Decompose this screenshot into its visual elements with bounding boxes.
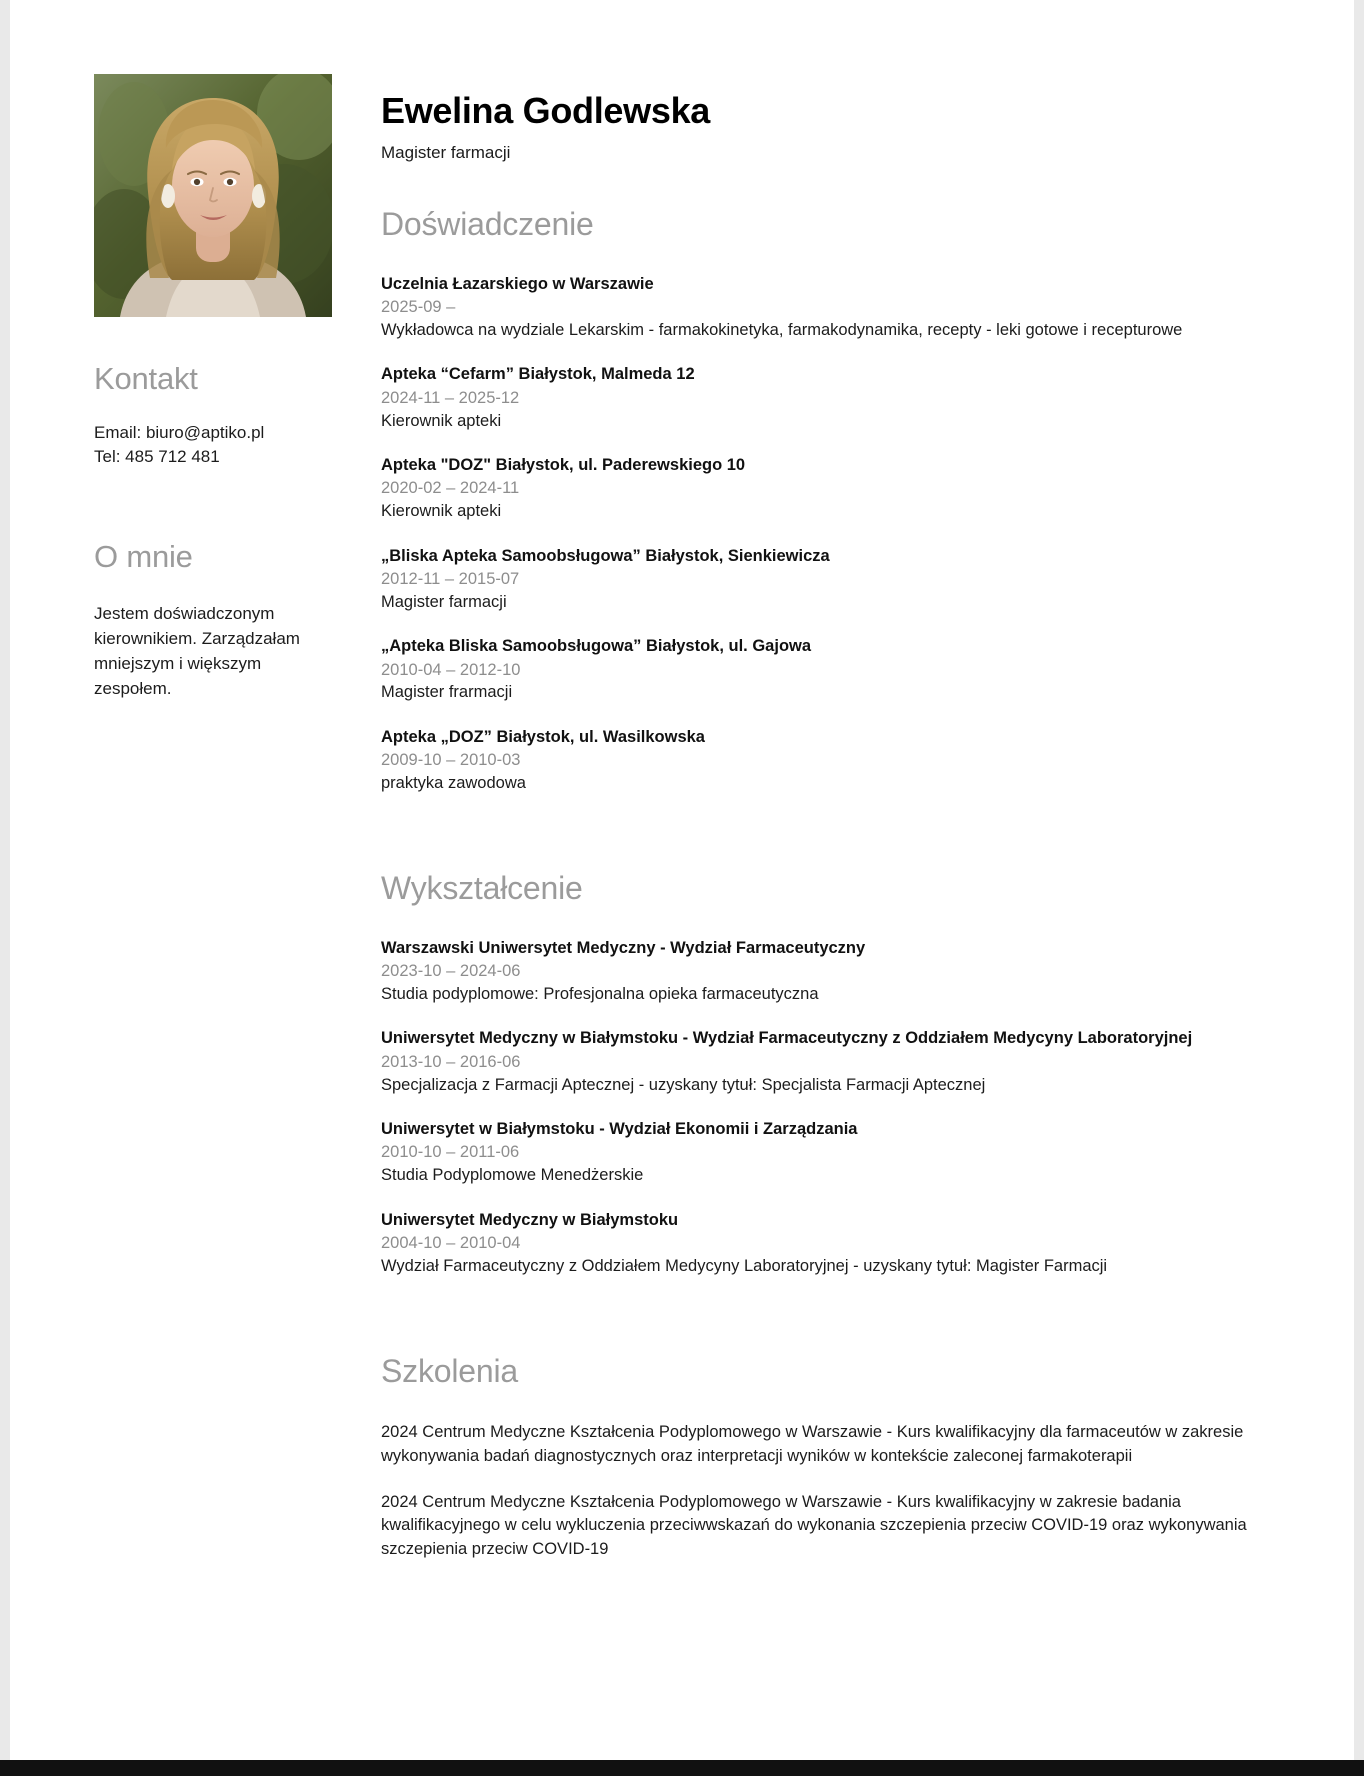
sidebar [0,74,305,1584]
entry-description: Kierownik apteki [381,502,502,521]
entry-dates: 2023-10 – 2024-06 [381,962,521,981]
entry-description: Specjalizacja z Farmacji Aptecznej - uzyskany tytuł: Specjalista Farmacji Aptecznej [381,1075,986,1094]
cv-entry [381,1209,1254,1279]
main-content [305,74,1364,1584]
entry-organization: Apteka "DOZ" Białystok, ul. Paderewskiego 10 [381,456,746,475]
entry-organization: „Bliska Apteka Samoobsługowa” Białystok, Sienkiewicza [381,546,830,565]
contact-phone[interactable]: Tel: 485 712 481 [94,447,220,467]
contact-heading: Kontakt [94,361,198,396]
cv-entry [381,545,1254,615]
experience-list [381,273,1254,796]
entry-organization: Warszawski Uniwersytet Medyczny - Wydział Farmaceutyczny [381,938,866,957]
cv-entry [381,454,1254,524]
entry-organization: Uniwersytet Medyczny w Białymstoku [381,1210,679,1229]
cv-entry [381,1027,1254,1097]
entry-dates: 2025-09 – [381,298,456,317]
cv-entry [381,1118,1254,1188]
contact-details [94,421,305,469]
entry-dates: 2024-11 – 2025-12 [381,388,520,407]
entry-description: Wydział Farmaceutyczny z Oddziałem Medycyny Laboratoryjnej - uzyskany tytuł: Magister Farmacji [381,1256,1108,1275]
training-item: 2024 Centrum Medyczne Kształcenia Podyplomowego w Warszawie - Kurs kwalifikacyjny w zakresie badania kwalifikacyjnego w celu wykluczenia przeciwwskazań do wykonania szczepienia przeciw COVID-19 oraz wykonywania szczepienia przeciw COVID-19 [381,1492,1247,1559]
sidebar-spacer [94,469,305,495]
cv-entry [381,635,1254,705]
entry-dates: 2004-10 – 2010-04 [381,1234,521,1253]
entry-dates: 2020-02 – 2024-11 [381,479,520,498]
entry-description: Kierownik apteki [381,411,502,430]
entry-dates: 2010-10 – 2011-06 [381,1143,520,1162]
entry-organization: Apteka „DOZ” Białystok, ul. Wasilkowska [381,727,705,746]
entry-dates: 2010-04 – 2012-10 [381,660,521,679]
contact-email[interactable]: Email: biuro@aptiko.pl [94,423,265,443]
entry-description: Magister frarmacji [381,683,513,702]
education-list [381,937,1254,1278]
entry-dates: 2009-10 – 2010-03 [381,751,521,770]
education-heading: Wykształcenie [381,870,583,907]
page-subtitle: Magister farmacji [381,143,511,163]
cv-entry [381,937,1254,1007]
page-title: Ewelina Godlewska [381,90,711,131]
about-heading: O mnie [94,539,193,575]
footer-bar [0,1760,1364,1776]
page-edge-right [1354,0,1364,1760]
cv-entry [381,726,1254,796]
avatar [94,74,332,317]
page-edge-left [0,0,10,1760]
cv-entry [381,363,1254,433]
entry-description: Magister farmacji [381,592,507,611]
training-heading: Szkolenia [381,1353,518,1390]
entry-organization: Uniwersytet w Białymstoku - Wydział Ekonomii i Zarządzania [381,1120,858,1139]
entry-dates: 2012-11 – 2015-07 [381,570,520,589]
experience-heading: Doświadczenie [381,206,594,243]
entry-description: Studia podyplomowe: Profesjonalna opieka farmaceutyczna [381,985,819,1004]
cv-entry [381,273,1254,343]
entry-organization: Apteka “Cefarm” Białystok, Malmeda 12 [381,365,695,384]
entry-organization: Uniwersytet Medyczny w Białymstoku - Wydział Farmaceutyczny z Oddziałem Medycyny Laboratoryjnej [381,1029,1193,1048]
entry-description: Wykładowca na wydziale Lekarskim - farmakokinetyka, farmakodynamika, recepty - leki gotowe i recepturowe [381,320,1183,339]
training-item: 2024 Centrum Medyczne Kształcenia Podyplomowego w Warszawie - Kurs kwalifikacyjny dla farmaceutów w zakresie wykonywania badań diagnostycznych oraz interpretacji wyników w kontekście zaleconej farmakoterapii [381,1422,1244,1465]
training-list [381,1421,1254,1563]
entry-dates: 2013-10 – 2016-06 [381,1052,521,1071]
entry-organization: Uczelnia Łazarskiego w Warszawie [381,274,654,293]
entry-organization: „Apteka Bliska Samoobsługowa” Białystok, ul. Gajowa [381,637,812,656]
entry-description: praktyka zawodowa [381,774,526,793]
about-text: Jestem doświadczonym kierownikiem. Zarządzałam mniejszym i większym zespołem. [94,603,300,698]
entry-description: Studia Podyplomowe Menedżerskie [381,1166,644,1185]
